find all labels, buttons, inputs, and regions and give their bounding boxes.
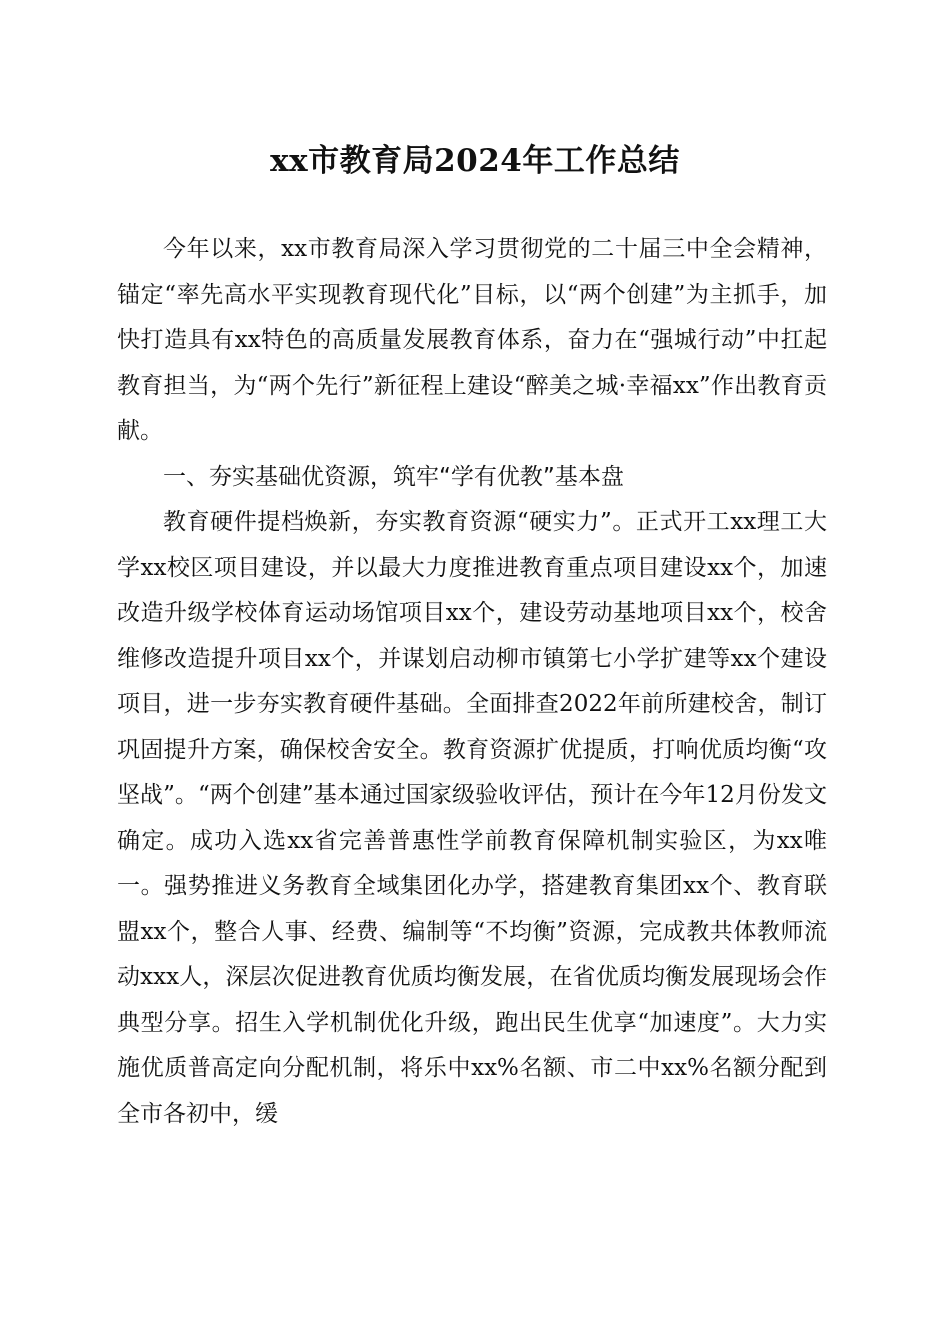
intro-paragraph: 今年以来，xx市教育局深入学习贯彻党的二十届三中全会精神，锚定“率先高水平实现教育现代化”目标，以“两个创建”为主抓手，加快打造具有xx特色的高质量发展教育体系，奋力在“强城行动”中扛起教育担当，为“两个先行”新征程上建设“醉美之城·幸福xx”作出教育贡献。 — [117, 236, 827, 444]
document-title: xx市教育局2024年工作总结 — [270, 143, 680, 179]
section-1-paragraph: 教育硬件提档焕新，夯实教育资源“硬实力”。正式开工xx理工大学xx校区项目建设，并以最大力度推进教育重点项目建设xx个，加速改造升级学校体育运动场馆项目xx个，建设劳动基地项目xx个，校舍维修改造提升项目xx个，并谋划启动柳市镇第七小学扩建等xx个建设项目，进一步夯实教育硬件基础。全面排查2022年前所建校舍，制订巩固提升方案，确保校舍安全。教育资源扩优提质，打响优质均衡“攻坚战”。“两个创建”基本通过国家级验收评估，预计在今年12月份发文确定。成功入选xx省完善普惠性学前教育保障机制实验区，为xx唯一。强势推进义务教育全域集团化办学，搭建教育集团xx个、教育联盟xx个，整合人事、经费、编制等“不均衡”资源，完成教共体教师流动xxx人，深层次促进教育优质均衡发展，在省优质均衡发展现场会作典型分享。招生入学机制优化升级，跑出民生优享“加速度”。大力实施优质普高定向分配机制，将乐中xx%名额、市二中xx%名额分配到全市各初中，缓 — [117, 509, 827, 1127]
document-body — [117, 227, 827, 1137]
section-1-heading: 一、夯实基础优资源，筑牢“学有优教”基本盘 — [163, 463, 624, 490]
